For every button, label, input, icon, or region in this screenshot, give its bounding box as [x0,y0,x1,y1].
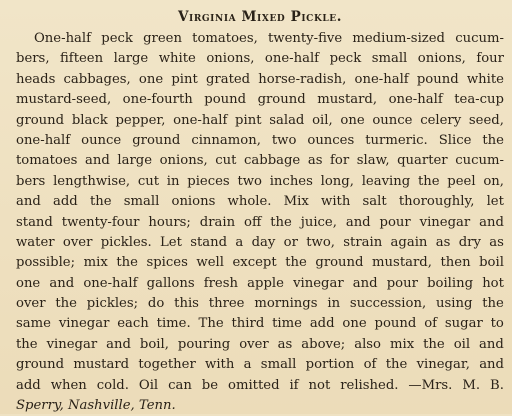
text-line [16,49,504,69]
word: four [476,51,504,67]
word: one-half [16,132,71,148]
word: vinegar [293,275,344,291]
word: as [277,336,293,352]
word: with [205,357,235,373]
word: mustard, [372,255,432,271]
text-line [16,376,504,396]
word: off [244,214,262,230]
word: do [147,296,165,312]
word: and [479,336,504,352]
word: stand [190,234,228,250]
word: pint [235,112,262,128]
word: vinegar [46,336,98,352]
text-line [16,172,504,192]
word: One-half [34,31,92,46]
word: twenty-four [61,214,140,230]
word: as [435,234,451,250]
word: not [308,377,331,393]
word: ground [315,255,364,271]
word: well [196,255,224,271]
word: one [340,112,365,128]
word: pound [416,71,459,87]
word: then [440,255,471,271]
word: and [479,214,504,230]
text-line [16,29,504,49]
word: vinegar [419,214,471,230]
text-line [16,355,504,375]
word: turmeric. [365,132,428,148]
word: lengthwise, [53,173,131,189]
word: Slice [438,132,472,148]
word: one [16,275,41,291]
word: cucum- [455,153,504,169]
word: the [89,194,112,210]
word: the [482,296,504,312]
word: pint [171,71,198,87]
word: when [50,377,87,393]
word: pound [374,316,417,332]
word: thoroughly, [398,194,475,210]
word: above; [301,336,346,352]
word: small [123,194,160,210]
word: medium-sized [352,31,445,46]
word: green [143,31,182,46]
word: day [251,234,276,250]
word: peck [101,31,133,46]
word: vinegar, [416,357,470,373]
word: omitted [228,377,280,393]
word: pieces [187,173,230,189]
word: strain [343,234,383,250]
word: dry [458,234,481,250]
word: of [363,357,377,373]
word: oil, [312,112,333,128]
word: drain [199,214,236,230]
word: ounce [372,112,413,128]
word: let [486,194,504,210]
recipe-title-text: Virginia Mixed Pickle. [177,9,343,25]
word: add [309,316,335,332]
word: fresh [203,275,238,291]
text-line [16,131,504,151]
word: slaw, [356,153,390,169]
word: and [106,336,131,352]
word: can [168,377,192,393]
word: hours; [148,214,191,230]
word: be [201,377,219,393]
word: pepper, [115,112,166,128]
word: mornings [254,296,318,312]
word: large [117,153,153,169]
text-line [16,274,504,294]
word: ground [16,112,65,128]
word: one [342,316,367,332]
word: two [237,173,262,189]
word: and [345,214,371,230]
recipe-title [16,7,504,27]
word: water [16,234,55,250]
word: inches [269,173,313,189]
word: quarter [397,153,448,169]
word: two, [306,234,335,250]
word: white [158,51,196,67]
word: and [85,153,110,169]
word: long, [320,173,354,189]
word: ounce [81,132,122,148]
word: the [417,173,440,189]
word: if [289,377,299,393]
word: pickles. [100,234,152,250]
word: small [260,357,297,373]
word: portion [305,357,355,373]
word: using [435,296,473,312]
word: as [489,234,504,250]
word: in [327,296,341,312]
word: one-half [173,112,228,128]
text-line [16,151,504,171]
word: succession, [349,296,427,312]
word: apple [247,275,284,291]
word: except [232,255,277,271]
word: of [424,316,438,332]
word: mix [83,255,108,271]
word: mustard, [317,92,378,108]
word: relished. [340,377,399,393]
word: also [354,336,381,352]
word: boiling [427,275,474,291]
word: salad [269,112,305,128]
text-line [16,111,504,131]
word: black [71,112,108,128]
word: cabbage [244,153,301,169]
word: third [231,316,265,332]
word: mustard-seed, [16,92,112,108]
word: with [321,194,351,210]
word: onions [171,194,216,210]
word: grated [205,71,251,87]
word: ground [257,92,306,108]
word: ground [16,357,65,373]
word: —Mrs. [408,377,453,393]
word: add [16,377,41,393]
word: the [482,132,504,148]
word: the [116,255,138,271]
word: peck [329,51,362,67]
text-line [16,233,504,253]
word: The [198,316,224,332]
word: sugar [444,316,483,332]
signature-line [16,396,504,416]
word: boil, [139,336,169,352]
word: cut [137,173,160,189]
text-line [16,90,504,110]
word: juice, [300,214,337,230]
word: the [385,357,408,373]
word: oil [453,336,471,352]
text-line [16,192,504,212]
word: and [479,357,504,373]
word: over [239,336,269,352]
word: pouring [177,336,231,352]
word: whole. [227,194,272,210]
word: boil [479,255,504,271]
word: M. [462,377,481,393]
word: spices [146,255,188,271]
word: the [423,336,445,352]
word: pour [386,275,418,291]
text-line [16,294,504,314]
word: three [208,296,245,312]
word: large [113,51,149,67]
word: mustard [73,357,130,373]
word: mix [389,336,415,352]
word: peel [447,173,476,189]
word: one-half [354,71,409,87]
word: onions, [206,51,255,67]
word: each [117,316,149,332]
word: for [330,153,350,169]
word: cut [215,153,237,169]
word: gallons [146,275,195,291]
word: Mix [283,194,309,210]
word: and [352,275,378,291]
word: cucum- [455,31,504,46]
word: possible; [16,255,76,271]
word: heads [16,71,56,87]
word: tomatoes [16,153,78,169]
word: or [283,234,298,250]
word: hot [482,275,504,291]
word: and [49,275,75,291]
word: one-half [83,275,138,291]
word: one-fourth [122,92,193,108]
word: vinegar [58,316,110,332]
word: time [272,316,302,332]
word: one [138,71,164,87]
word: Oil [138,377,159,393]
signature-text: Sperry, Nashville, Tenn. [16,398,176,414]
word: tea-cup [454,92,504,108]
word: pour [379,214,411,230]
word: leaving [361,173,411,189]
word: Let [160,234,182,250]
word: salt [362,194,387,210]
word: time. [156,316,191,332]
word: the [55,296,77,312]
word: fifteen [60,51,104,67]
word: and [16,194,41,210]
word: onions, [159,153,208,169]
word: over [62,234,93,250]
word: the [270,214,292,230]
word: cinnamon, [191,132,261,148]
word: one-half [264,51,320,67]
word: celery [420,112,462,128]
word: as [307,153,323,169]
word: seed, [468,112,504,128]
word: twenty-five [268,31,343,46]
word: this [174,296,199,312]
word: bers, [16,51,50,67]
word: ground [132,132,181,148]
word: horse-radish, [258,71,347,87]
text-line [16,253,504,273]
word: add [53,194,78,210]
word: a [235,234,244,250]
word: B. [490,377,504,393]
word: in [166,173,180,189]
word: bers [16,173,46,189]
word: together [138,357,196,373]
text-line [16,70,504,90]
word: cold. [96,377,129,393]
word: ounces [307,132,355,148]
word: the [285,255,307,271]
word: cabbages, [63,71,131,87]
word: again [390,234,428,250]
word: on, [483,173,504,189]
word: tomatoes, [192,31,258,46]
word: onions, [417,51,466,67]
word: over [16,296,46,312]
word: one-half [388,92,443,108]
word: a [243,357,252,373]
text-line [16,314,504,334]
word: small [371,51,408,67]
word: pickles; [86,296,139,312]
text-line [16,335,504,355]
word: the [16,336,38,352]
word: stand [16,214,53,230]
word: two [271,132,297,148]
word: pound [204,92,247,108]
word: white [466,71,504,87]
word: to [490,316,504,332]
word: same [16,316,51,332]
text-line [16,213,504,233]
